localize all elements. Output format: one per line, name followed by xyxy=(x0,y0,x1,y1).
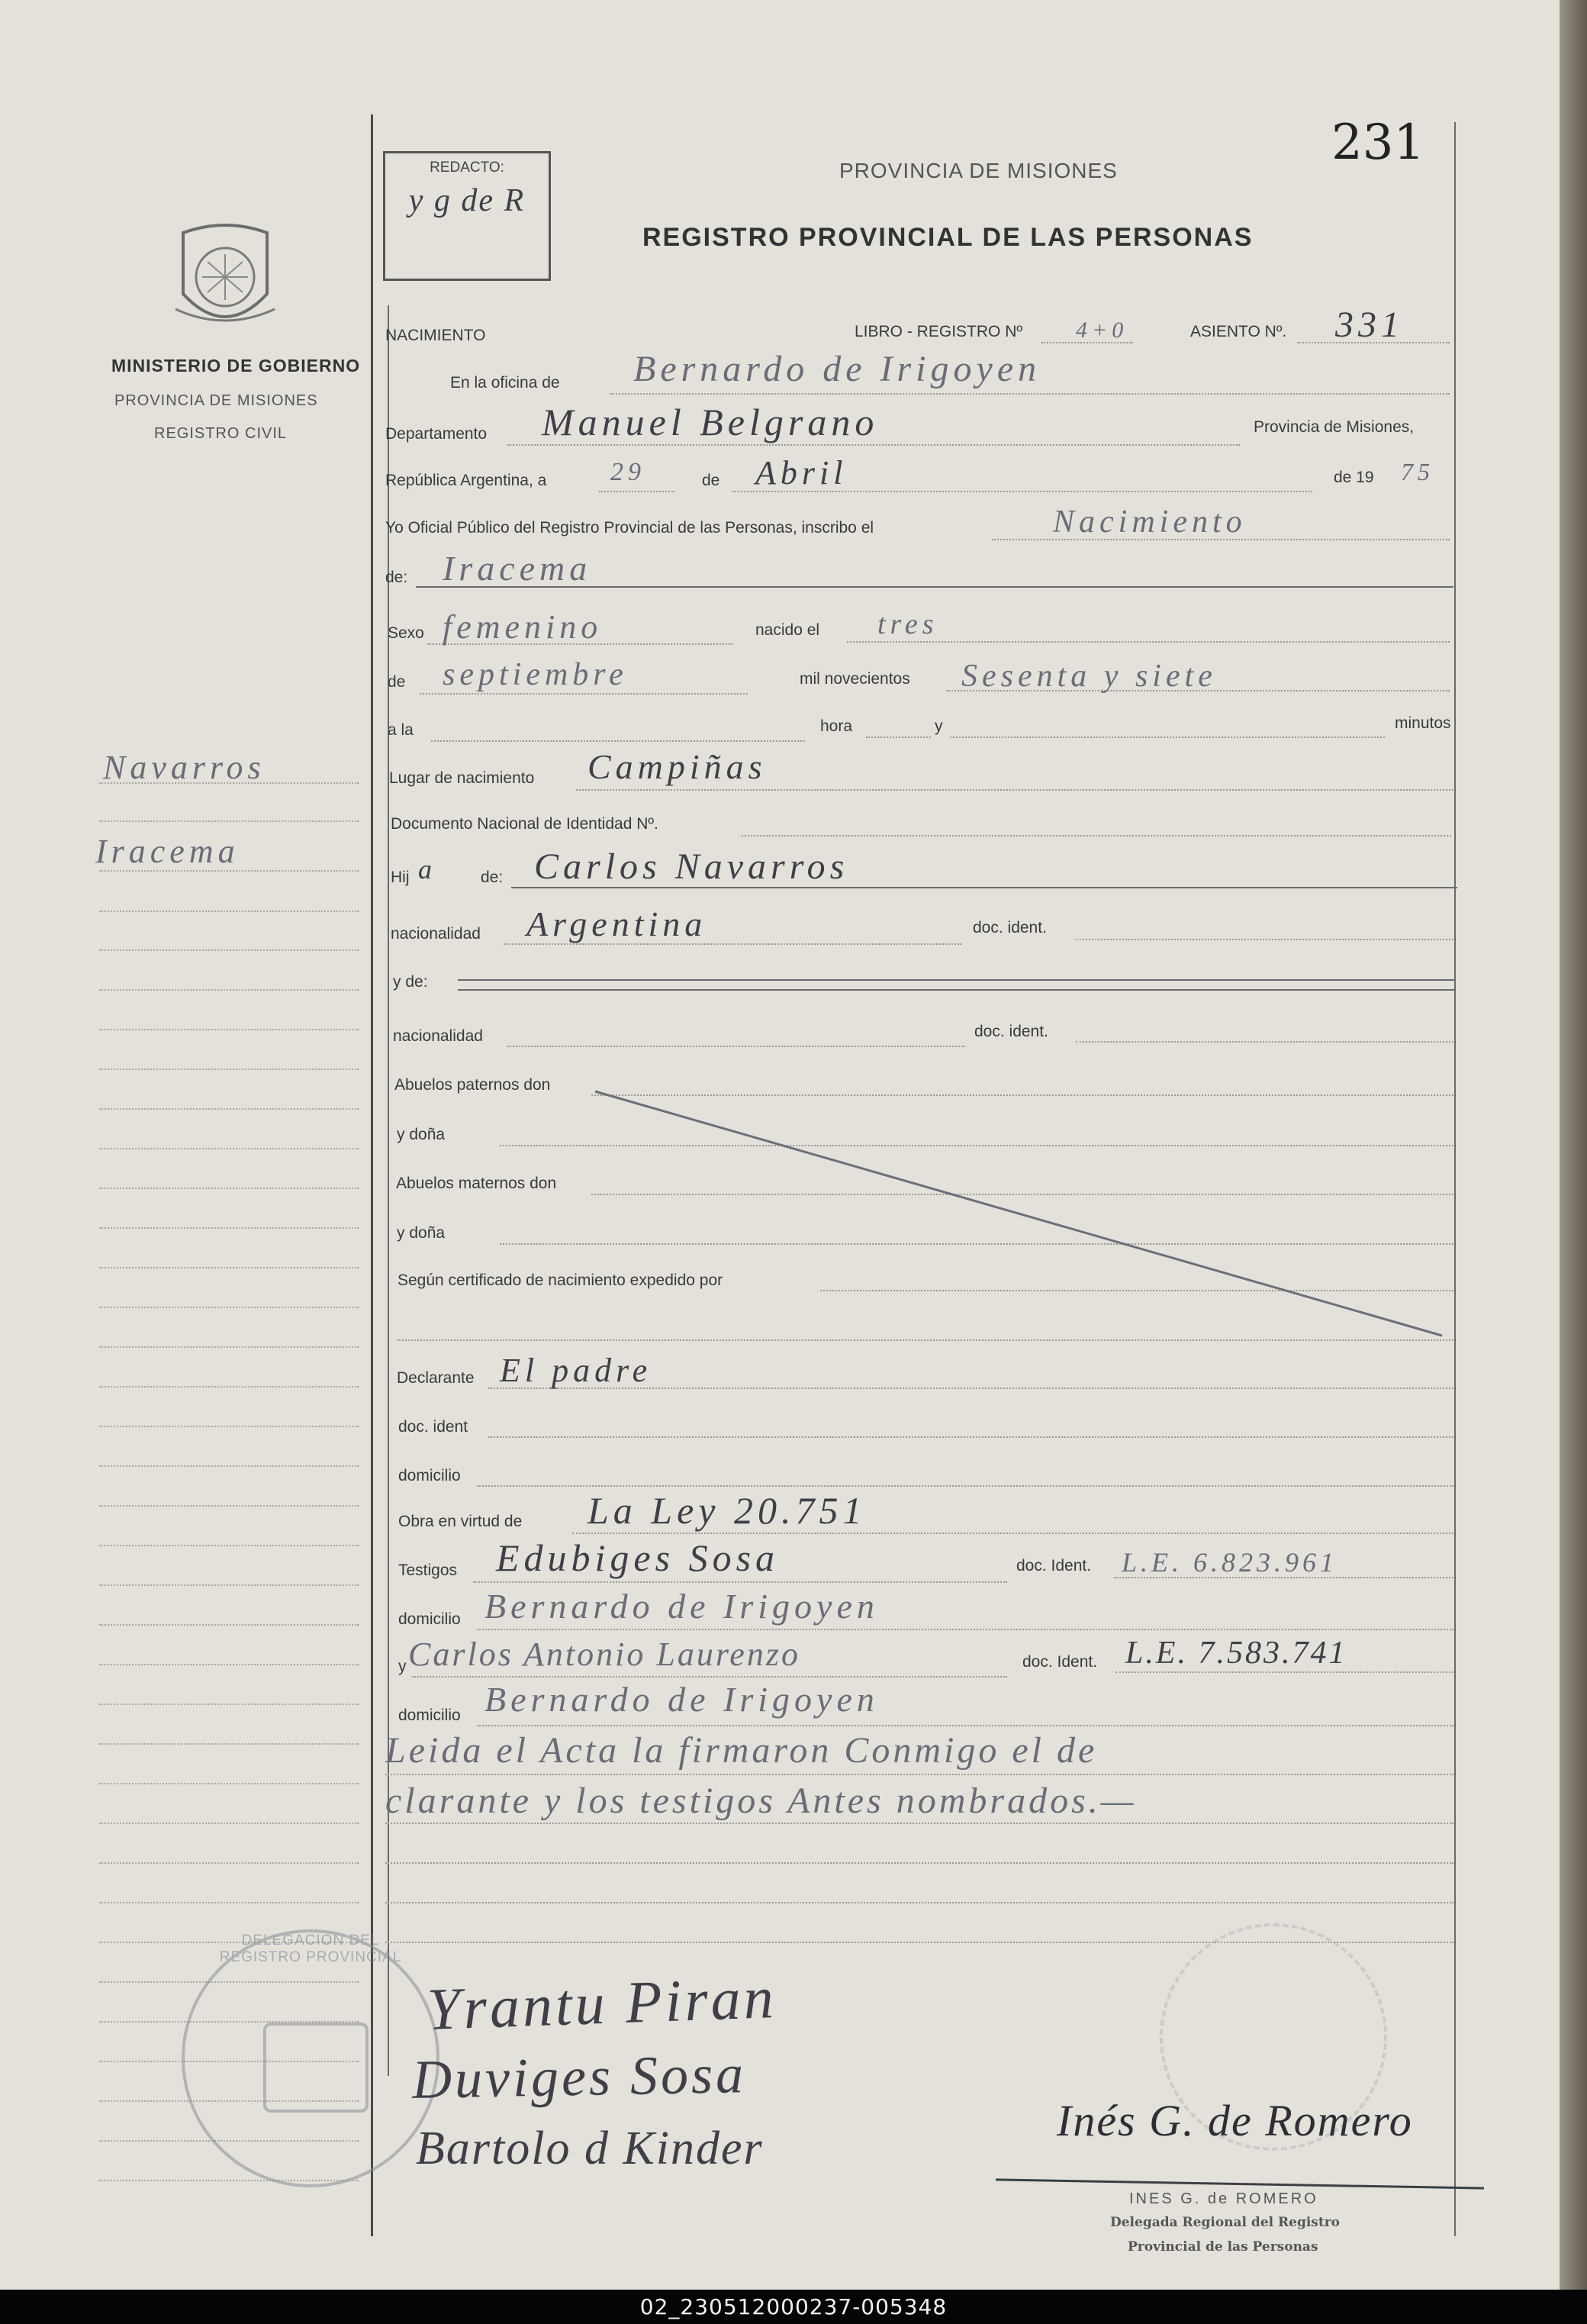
header-province: PROVINCIA DE MISIONES xyxy=(839,159,1118,182)
dni-label: Documento Nacional de Identidad Nº. xyxy=(391,815,658,833)
provincia-label: Provincia de Misiones, xyxy=(1254,418,1415,436)
oficial-value: Nacimiento xyxy=(1053,504,1247,540)
margin-note-given: Iracema xyxy=(95,833,240,870)
ministry-line2: REGISTRO CIVIL xyxy=(154,425,288,442)
stamp-inner xyxy=(263,2023,369,2113)
abuelos-maternos-label: Abuelos maternos don xyxy=(396,1175,557,1192)
signature-2: Duviges Sosa xyxy=(411,2043,747,2110)
year-value: 75 xyxy=(1401,458,1434,485)
redacto-value: y g de R xyxy=(408,183,526,218)
day-value: 29 xyxy=(610,458,645,486)
domicilio2-label: domicilio xyxy=(398,1610,461,1628)
y2-label: y xyxy=(398,1658,407,1675)
birth-month-value: septiembre xyxy=(443,657,628,692)
header-registry: REGISTRO PROVINCIAL DE LAS PERSONAS xyxy=(642,223,1254,252)
y-dona2-label: y doña xyxy=(397,1224,446,1242)
name-value: Iracema xyxy=(443,549,592,588)
redacto-label: REDACTO: xyxy=(430,160,504,176)
departamento-value: Manuel Belgrano xyxy=(542,401,879,443)
ministry-line1: PROVINCIA DE MISIONES xyxy=(114,392,318,409)
hij-de-label: de: xyxy=(481,869,504,886)
oficial-label: Yo Oficial Público del Registro Provincial de las Personas, inscribo el xyxy=(385,519,874,537)
de2-label: de xyxy=(388,673,406,691)
libro-value: 4+0 xyxy=(1076,317,1128,343)
hora-label: hora xyxy=(820,717,853,735)
page-number: 231 xyxy=(1331,114,1425,171)
ministry-title: MINISTERIO DE GOBIERNO xyxy=(111,356,361,376)
hij-suffix: a xyxy=(418,854,436,885)
doc-ident5-label: doc. Ident. xyxy=(1022,1653,1098,1671)
mil-value: Sesenta y siete xyxy=(961,659,1217,694)
signature-1: Yrantu Piran xyxy=(426,1964,777,2042)
y-label: y xyxy=(935,717,943,735)
oficina-value: Bernardo de Irigoyen xyxy=(633,349,1041,389)
mil-label: mil novecientos xyxy=(800,670,910,688)
month-value: Abril xyxy=(755,454,848,492)
official-caption-2: Delegada Regional del Registro xyxy=(1110,2215,1341,2230)
sexo-value: femenino xyxy=(443,608,603,646)
de-name-label: de: xyxy=(385,569,408,586)
redacto-box xyxy=(383,151,551,281)
nacido-label: nacido el xyxy=(755,621,820,639)
father-value: Carlos Navarros xyxy=(534,846,849,887)
stamp-text: DELEGACION DEL REGISTRO PROVINCIAL xyxy=(219,1932,402,1965)
footer-caption: 02_230512000237-005348 xyxy=(0,2290,1587,2324)
ala-label: a la xyxy=(388,721,414,739)
libro-label: LIBRO - REGISTRO Nº xyxy=(855,323,1023,340)
y-dona-label: y doña xyxy=(397,1126,446,1143)
republica-label: República Argentina, a xyxy=(385,472,547,489)
signature-3: Bartolo d Kinder xyxy=(416,2123,764,2174)
doc-ident4-label: doc. Ident. xyxy=(1016,1557,1092,1575)
doc-ident-label: doc. ident. xyxy=(973,919,1047,936)
left-frame-rule xyxy=(371,114,373,2236)
book-binding xyxy=(1560,0,1587,2290)
record-type-label: NACIMIENTO xyxy=(385,327,486,344)
doc-ident3-label: doc. ident xyxy=(398,1418,468,1436)
official-caption-1: INES G. de ROMERO xyxy=(1129,2190,1318,2207)
asiento-value: 331 xyxy=(1335,305,1404,345)
declarante-value: El padre xyxy=(500,1352,652,1389)
nacionalidad-label: nacionalidad xyxy=(391,925,481,943)
declarante-label: Declarante xyxy=(397,1369,475,1387)
domicilio3-label: domicilio xyxy=(398,1707,461,1724)
lugar-value: Campiñas xyxy=(587,747,767,786)
asiento-label: ASIENTO Nº. xyxy=(1190,323,1287,340)
hij-label: Hij xyxy=(391,869,410,886)
testigo1-value: Edubiges Sosa xyxy=(496,1536,780,1579)
nacido-value: tres xyxy=(877,608,938,640)
oficina-label: En la oficina de xyxy=(450,374,560,392)
testigo2-dom: Bernardo de Irigoyen xyxy=(484,1680,879,1719)
closing-line-1: Leida el Acta la firmaron Conmigo el de xyxy=(385,1730,1098,1771)
margin-note-surname: Navarros xyxy=(103,749,266,786)
obra-value: La Ley 20.751 xyxy=(587,1489,867,1532)
official-caption-3: Provincial de las Personas xyxy=(1128,2239,1318,2255)
domicilio-label: domicilio xyxy=(398,1467,461,1484)
de-label: de xyxy=(702,472,720,489)
departamento-label: Departamento xyxy=(385,425,488,443)
testigo2-doc: L.E. 7.583.741 xyxy=(1125,1636,1347,1671)
obra-label: Obra en virtud de xyxy=(398,1513,523,1530)
nacionalidad2-label: nacionalidad xyxy=(393,1027,483,1045)
minutos-label: minutos xyxy=(1395,714,1451,732)
official-signature: Inés G. de Romero xyxy=(1057,2096,1413,2145)
closing-line-2: clarante y los testigos Antes nombrados.— xyxy=(385,1781,1137,1821)
abuelos-paternos-label: Abuelos paternos don xyxy=(394,1076,551,1094)
cancellation-stroke xyxy=(587,1084,1457,1343)
lugar-label: Lugar de nacimiento xyxy=(389,769,535,787)
testigo2-value: Carlos Antonio Laurenzo xyxy=(408,1636,800,1673)
year-prefix: de 19 xyxy=(1334,469,1374,486)
nacionalidad-value: Argentina xyxy=(526,904,707,943)
testigo1-dom: Bernardo de Irigoyen xyxy=(484,1587,879,1626)
sexo-label: Sexo xyxy=(388,624,424,642)
testigo1-doc: L.E. 6.823.961 xyxy=(1122,1547,1338,1578)
yde-label: y de: xyxy=(393,973,428,991)
doc-ident2-label: doc. ident. xyxy=(974,1023,1048,1040)
provincial-seal-icon xyxy=(168,218,282,340)
testigos-label: Testigos xyxy=(398,1562,458,1579)
segun-label: Según certificado de nacimiento expedido por xyxy=(398,1272,723,1289)
